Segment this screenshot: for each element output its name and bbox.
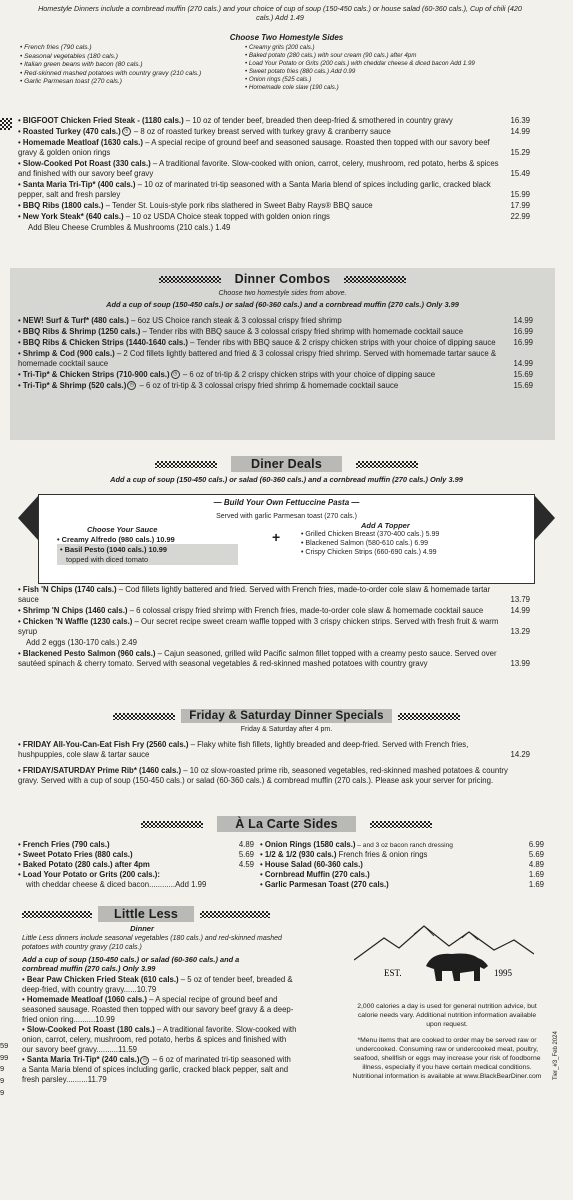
edge-number: 9: [0, 1075, 5, 1085]
price: 16.99: [513, 337, 533, 347]
checker-divider-icon: [113, 713, 175, 720]
raw-warning: *Menu items that are cooked to order may be served raw or undercooked. Consuming raw or undercooked meat, poultry, seafood, shellfish or eggs may increase your risk of foodborne illness, especially if you have certain medical conditions. Nutritional information is available at www.BlackBearDiner.com: [352, 1037, 542, 1080]
deals-addline: Add a cup of soup (150-450 cals.) or salad (60-360 cals.) and a cornbread muffin (270 cals.) Only 3.99: [110, 475, 463, 484]
carte-note: with cheddar cheese & diced bacon............Add 1.99: [26, 879, 207, 889]
menu-item: • Tri-Tip* & Chicken Strips (710-900 cals.) ◷ – 6 oz of tri-tip & 2 crispy chicken strips with your choice of dipping sauce 15.69: [18, 370, 533, 380]
menu-item: • BBQ Ribs (1800 cals.) – Tender St. Louis-style pork ribs slathered in Sweet Baby Rays® BBQ sauce 17.99: [18, 201, 530, 211]
calorie-note: 2,000 calories a day is used for general nutrition advice, but calorie needs vary. Additional nutrition information available upon request.: [357, 1003, 537, 1028]
specials-sub: Friday & Saturday after 4 pm.: [240, 726, 333, 733]
price: 15.69: [513, 369, 533, 379]
print-code: Tier_#3_Feb 2024: [553, 1031, 559, 1080]
price: 14.29: [510, 749, 530, 759]
price: 5.69: [528, 850, 544, 860]
price: 14.99: [510, 605, 530, 615]
carte-right: [260, 840, 544, 890]
pasta-sub: Served with garlic Parmesan toast (270 cals.): [216, 513, 357, 521]
price: 14.99: [513, 316, 533, 325]
checker-divider-icon: [159, 276, 221, 283]
little-items: [22, 975, 297, 1085]
little-intro: Little Less dinners include seasonal vegetables (180 cals.) and red-skinned mashed potatoes with country gravy (210 cals.): [22, 934, 282, 951]
combos-addline: Add a cup of soup (150-450 cals.) or salad (60-360 cals.) and a cornbread muffin (270 cals.) Only 3.99: [106, 299, 459, 309]
carte-item: • House Salad (60-360 cals.) 4.89: [260, 860, 544, 870]
menu-item: • FRIDAY/SATURDAY Prime Rib* (1460 cals.) – 10 oz slow-roasted prime rib, seasoned vegetables, red-skinned mashed potatoes & country gravy. Served with a cup of soup (150-450 cals.) or salad (60-360 cals.) & cornbread muffin (270 cals.). Please ask your server for pricing.: [18, 766, 530, 786]
clock-icon: ◷: [171, 370, 180, 379]
specials-title: Friday & Saturday Dinner Specials: [181, 709, 392, 724]
sauce-note: topped with diced tomato: [66, 554, 149, 564]
deals-section: [0, 454, 573, 485]
bear-mountain-icon: [354, 920, 534, 990]
menu-item: • Chicken 'N Waffle (1230 cals.) – Our secret recipe sweet cream waffle topped with 3 crispy chicken strips. Served with fresh fruit & warm syrup 13.29: [18, 617, 530, 637]
price: 13.99: [510, 658, 530, 668]
checker-divider-icon: [155, 461, 217, 468]
side-item: • Load Your Potato or Grits (200 cals.) with cheddar cheese & diced bacon Add 1.99: [245, 60, 545, 68]
checker-divider-icon: [22, 911, 92, 918]
sauce-item: • Basil Pesto (1040 cals.) 10.99: [60, 545, 235, 554]
price: 15.49: [510, 168, 530, 178]
menu-item: • NEW! Surf & Turf* (480 cals.) – 6oz US Choice ranch steak & 3 colossal crispy fried shrimp 14.99: [18, 316, 533, 326]
carte-item: • Load Your Potato or Grits (200 cals.):: [18, 870, 254, 880]
menu-item: • BIGFOOT Chicken Fried Steak - (1180 cals.) – 10 oz of tender beef, breaded then deep-fried & smothered in country gravy 16.39: [18, 116, 530, 126]
plus-icon: +: [272, 529, 281, 545]
menu-item: • FRIDAY All-You-Can-Eat Fish Fry (2560 cals.) – Flaky white fish fillets, lightly breaded and deep-fried. Served with French fries, hushpuppies, cole slaw & tartar sauce 14.29: [18, 740, 530, 760]
sauce-list: [57, 525, 277, 565]
menu-item: • Tri-Tip* & Shrimp (520 cals.) ◷ – 6 oz of tri-tip & 3 colossal crispy fried shrimp & homemade cocktail sauce 15.69: [18, 381, 533, 391]
little-section: [22, 904, 342, 1085]
edge-number: 9: [0, 1087, 5, 1097]
addon-note: Add 2 eggs (130-170 cals.) 2.49: [26, 637, 137, 647]
edge-numbers: [0, 1040, 8, 1098]
price: 14.99: [513, 358, 533, 368]
carte-item: • Sweet Potato Fries (880 cals.) 5.69: [18, 850, 254, 860]
topper-item: • Blackened Salmon (580-610 cals.) 6.99: [301, 540, 521, 549]
price: 15.29: [510, 147, 530, 157]
sauce-title: Choose Your Sauce: [87, 525, 158, 534]
side-item: • Baked potato (280 cals.) with sour cream (90 cals.) after 4pm: [245, 52, 545, 60]
menu-item: • Shrimp 'N Chips (1460 cals.) – 6 colossal crispy fried shrimp with French fries, made-to-order cole slaw & homemade cocktail sauce 14.99: [18, 606, 530, 616]
checker-divider-icon: [344, 276, 406, 283]
logo-est: EST.: [384, 968, 402, 978]
menu-item: • Shrimp & Cod (900 cals.) – 2 Cod fillets lightly battered and fried & 3 colossal crispy fried shrimp. Served with homemade tartar sauce & homemade cocktail sauce 14.99: [18, 349, 533, 369]
side-item: • Onion rings (525 cals.): [245, 76, 545, 84]
side-item: • French fries (790 cals.): [20, 44, 270, 53]
side-item: • Red-skinned mashed potatoes with country gravy (210 cals.): [20, 70, 270, 79]
sauce-highlight: [57, 544, 238, 565]
checker-divider-icon: [200, 911, 270, 918]
price: 15.99: [510, 189, 530, 199]
little-addline: Add a cup of soup (150-450 cals.) or salad (60-360 cals.) and a cornbread muffin (270 cals.) Only 3.99: [22, 954, 240, 973]
homestyle-items: [18, 116, 530, 234]
combos-sub: Choose two homestyle sides from above.: [218, 290, 347, 297]
carte-item: • 1/2 & 1/2 (930 cals.) French fries & onion rings 5.69: [260, 850, 544, 860]
price: 1.69: [528, 880, 544, 890]
menu-item: • Bear Paw Chicken Fried Steak (610 cals.) – 5 oz of tender beef, breaded & deep-fried, with country gravy......10.79: [22, 975, 297, 995]
side-item: • Garlic Parmesan toast (270 cals.): [20, 78, 270, 87]
nutrition-notes: [352, 1003, 542, 1082]
price: 1.69: [528, 870, 544, 880]
combos-items: [18, 316, 533, 392]
carte-item: • French Fries (790 cals.) 4.89: [18, 840, 254, 850]
pasta-title: — Build Your Own Fettuccine Pasta —: [213, 498, 360, 507]
checker-divider-icon: [356, 461, 418, 468]
little-banner: [22, 904, 342, 924]
specials-items: [18, 740, 530, 787]
edge-number: 99: [0, 1052, 9, 1062]
combos-panel: [10, 268, 555, 440]
clock-icon: ◷: [122, 127, 131, 136]
specials-section: [0, 706, 573, 735]
carte-item: • Garlic Parmesan Toast (270 cals.) 1.69: [260, 880, 544, 890]
carte-item: • Onion Rings (1580 cals.) – and 3 oz bacon ranch dressing 6.99: [260, 840, 544, 850]
deals-items: [18, 585, 530, 670]
checker-divider-icon: [398, 713, 460, 720]
price: 22.99: [510, 211, 530, 221]
price: 4.89: [238, 840, 254, 849]
homestyle-sides-right: [245, 44, 545, 92]
specials-banner: [0, 706, 573, 726]
menu-item: • BBQ Ribs & Chicken Strips (1440-1640 cals.) – Tender ribs with BBQ sauce & 2 crispy chicken strips with your choice of dipping sauce 16.99: [18, 338, 533, 348]
ribbon-right-icon: [535, 496, 555, 540]
addon-note: Add Bleu Cheese Crumbles & Mushrooms (210 cals.) 1.49: [28, 222, 231, 232]
topper-item: • Crispy Chicken Strips (660-690 cals.) 4.99: [301, 549, 521, 558]
logo-year: 1995: [494, 968, 512, 978]
price: 13.79: [510, 594, 530, 604]
price: 15.69: [513, 380, 533, 390]
clock-icon: ◷: [140, 1056, 149, 1065]
deals-title: Diner Deals: [231, 456, 342, 472]
side-item: • Italian green beans with bacon (80 cals.): [20, 61, 270, 70]
checker-flag-icon: [0, 118, 12, 130]
menu-item: • Santa Maria Tri-Tip* (400 cals.) – 10 oz of marinated tri-tip seasoned with a Santa Maria blend of spices including garlic, cracked black pepper, salt and fresh parsley 15.99: [18, 180, 530, 200]
homestyle-sides-title: Choose Two Homestyle Sides: [229, 33, 344, 42]
checker-divider-icon: [370, 821, 432, 828]
combos-title: Dinner Combos: [234, 272, 331, 286]
bear-logo: [354, 920, 534, 990]
menu-item: • Roasted Turkey (470 cals.) ◷ – 8 oz of roasted turkey breast served with turkey gravy & cranberry sauce 14.99: [18, 127, 530, 137]
pasta-box: [38, 494, 535, 584]
homestyle-sides-title-wrap: [0, 32, 573, 44]
price: 17.99: [510, 200, 530, 210]
combos-banner: [10, 268, 555, 290]
carte-item: • Cornbread Muffin (270 cals.) 1.69: [260, 870, 544, 880]
little-subtitle: Dinner: [130, 924, 154, 933]
price: 16.99: [513, 326, 533, 336]
price: 5.69: [238, 849, 254, 859]
side-item: • Seasonal vegetables (180 cals.): [20, 53, 270, 62]
menu-item: • BBQ Ribs & Shrimp (1250 cals.) – Tender ribs with BBQ sauce & 3 colossal crispy fried shrimp with homemade cocktail sauce 16.99: [18, 327, 533, 337]
little-title: Little Less: [98, 906, 194, 922]
price: 4.59: [238, 859, 254, 869]
price: 10.79: [136, 985, 157, 995]
menu-item: • Santa Maria Tri-Tip* (240 cals.) ◷ – 6 oz of marinated tri-tip seasoned with a Santa Maria blend of spices including garlic, cracked black pepper, salt and fresh parsley..........11.79: [22, 1055, 297, 1085]
price: 11.79: [87, 1075, 107, 1085]
carte-banner: [0, 814, 573, 834]
edge-number: 9: [0, 1064, 5, 1074]
edge-number: 59: [0, 1041, 9, 1050]
homestyle-sides-left: [20, 44, 270, 87]
checker-divider-icon: [141, 821, 203, 828]
homestyle-intro: Homestyle Dinners include a cornbread muffin (270 cals.) and your choice of cup of soup (150-450 cals.) or house salad (60-360 cals.), Cup of chili (420 cals.) Add 1.49: [38, 4, 522, 23]
topper-item: • Grilled Chicken Breast (370-400 cals.) 5.99: [301, 531, 521, 540]
menu-item: • Homemade Meatloaf (1060 cals.) – A special recipe of ground beef and seasoned sausage. Roasted then topped with our savory beef gravy & a deep-fried onion ring..........10.99: [22, 995, 297, 1025]
carte-item: • Baked Potato (280 cals.) after 4pm 4.59: [18, 860, 254, 870]
side-item: • Sweet potato fries (880 cals.) Add 0.99: [245, 68, 545, 76]
menu-item: • Slow-Cooked Pot Roast (180 cals.) – A traditional favorite. Slow-cooked with onion, carrot, celery, mushroom, red potato, herbs & spices and finished with our savory beef gravy..........11.59: [22, 1025, 297, 1055]
menu-item: • Slow-Cooked Pot Roast (330 cals.) – A traditional favorite. Slow-cooked with onion, carrot, celery, mushroom, red potato, herbs & spices and finished with our savory beef gravy 15.49: [18, 159, 530, 179]
price: 14.99: [510, 126, 530, 136]
carte-section: [0, 814, 573, 834]
side-item: • Creamy grits (200 cals.): [245, 44, 545, 52]
topper-title: Add A Topper: [361, 521, 410, 530]
ribbon-left-icon: [18, 496, 38, 540]
carte-left: [18, 840, 254, 890]
price: 10.99: [95, 1015, 115, 1025]
topper-list: [301, 521, 521, 557]
price: 16.39: [510, 116, 530, 125]
deals-banner: [0, 454, 573, 474]
menu-item: • Fish 'N Chips (1740 cals.) – Cod fillets lightly battered and fried. Served with French fries, made-to-order cole slaw & homemade tartar sauce 13.79: [18, 585, 530, 605]
menu-item: • Blackened Pesto Salmon (960 cals.) – Cajun seasoned, grilled wild Pacific salmon fillet topped with a creamy pesto sauce. Served over sautéed spinach & cherry tomato. Served with seasonal vegetables & red-skinned mashed potatoes with country gravy 13.99: [18, 649, 530, 669]
menu-item: • Homemade Meatloaf (1630 cals.) – A special recipe of ground beef and seasoned sausage. Roasted then topped with our savory beef gravy & golden onion rings 15.29: [18, 138, 530, 158]
price: 4.89: [528, 860, 544, 870]
price: 6.99: [528, 840, 544, 849]
side-item: • Homemade cole slaw (190 cals.): [245, 84, 545, 92]
menu-item: • New York Steak* (640 cals.) – 10 oz USDA Choice steak topped with golden onion rings 22.99: [18, 212, 530, 222]
sauce-item: • Creamy Alfredo (980 cals.) 10.99: [57, 535, 277, 544]
price: 11.59: [118, 1045, 138, 1055]
clock-icon: ◷: [127, 381, 136, 390]
carte-title: À La Carte Sides: [217, 816, 356, 832]
price: 13.29: [510, 626, 530, 636]
